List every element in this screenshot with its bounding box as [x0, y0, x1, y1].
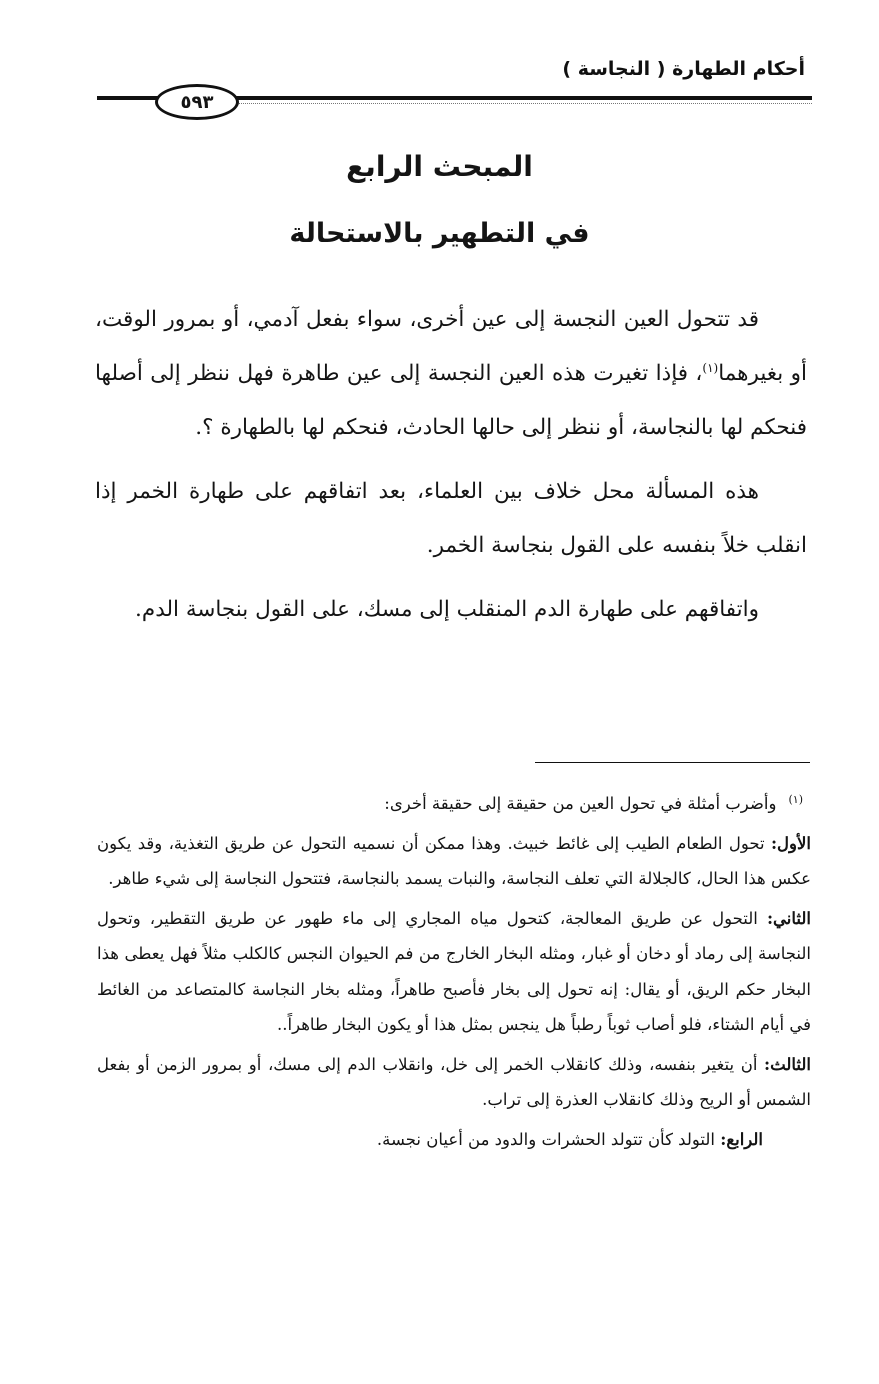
body-paragraph: هذه المسألة محل خلاف بين العلماء، بعد اتفاقهم على طهارة الخمر إذا انقلب خلاً بنفسه على القول بنجاسة الخمر. — [95, 479, 807, 558]
footnote-item — [97, 1122, 811, 1158]
footnote-item-label: الرابع: — [720, 1129, 763, 1149]
body-text-run: ، فإذا تغيرت هذه العين النجسة إلى عين طاهرة فهل ننظر إلى أصلها فنحكم لها بالنجاسة، أو ننظر إلى حالها الحادث، فنحكم لها بالطهارة ؟. — [95, 361, 807, 440]
body-paragraph: واتفاقهم على طهارة الدم المنقلب إلى مسك، على القول بنجاسة الدم. — [135, 597, 759, 622]
footnote-item-label: الأول: — [770, 833, 811, 853]
footnote-item-label: الثاني: — [766, 908, 811, 928]
footnote-intro-text: وأضرب أمثلة في تحول العين من حقيقة إلى حقيقة أخرى: — [384, 794, 777, 813]
chapter-title: المبحث الرابع — [346, 150, 533, 183]
footnote-item-text: تحول الطعام الطيب إلى غائط خبيث. وهذا ممكن أن نسميه التحول عن طريق التغذية، وقد يكون عكس هذا الحال، كالجلالة التي تعلف النجاسة، والنبات يسمد بالنجاسة، فتتحول النجاسة إلى شيء طاهر. — [97, 833, 811, 888]
running-title: أحكام الطهارة ( النجاسة ) — [562, 58, 805, 80]
footnote-item-text: التحول عن طريق المعالجة، كتحول مياه المجاري إلى ماء طهور عن طريق التقطير، وتحول النجاسة إلى رماد أو دخان أو غبار، ومثله البخار الخارج من فم الحيوان النجس كالكلب مثلاً فهل يعطى هذا البخار حكم الريق، أو يقال: إنه تحول إلى بخار فأصبح طاهراً، ومثله بخار النجاسة كالمتصاعد من الغائط في أيام الشتاء، فلو أصاب ثوباً رطباً هل ينجس بمثل هذا أو يكون البخار طاهراً.. — [97, 908, 811, 1034]
footnote-reference: (١) — [702, 360, 719, 375]
footnote-separator — [535, 762, 810, 763]
footnote-intro — [97, 786, 811, 822]
chapter-subtitle: في التطهير بالاستحالة — [289, 218, 590, 249]
footnote-marker: (١) — [788, 792, 803, 806]
footnotes — [97, 786, 811, 1157]
footnote-item — [97, 901, 811, 1043]
footnote-item-text: أن يتغير بنفسه، وذلك كانقلاب الخمر إلى خل، وانقلاب الدم إلى مسك، أو بمرور الزمن أو بفعل الشمس أو الريح وذلك كانقلاب العذرة إلى تراب. — [97, 1054, 811, 1109]
footnote-item — [97, 826, 811, 897]
body-paragraph — [95, 293, 807, 455]
body-text — [95, 293, 807, 637]
page-number: ٥٩٣ — [155, 84, 239, 120]
footnote-item-label: الثالث: — [764, 1054, 811, 1074]
footnote-item — [97, 1047, 811, 1118]
footnote-item-text: التولد كأن تتولد الحشرات والدود من أعيان نجسة. — [376, 1129, 721, 1149]
body-text-run: قد تتحول العين النجسة إلى عين أخرى، سواء بفعل آدمي، أو بمرور الوقت، أو بغيرهما — [95, 307, 807, 386]
header-rule-dotted — [235, 103, 812, 104]
